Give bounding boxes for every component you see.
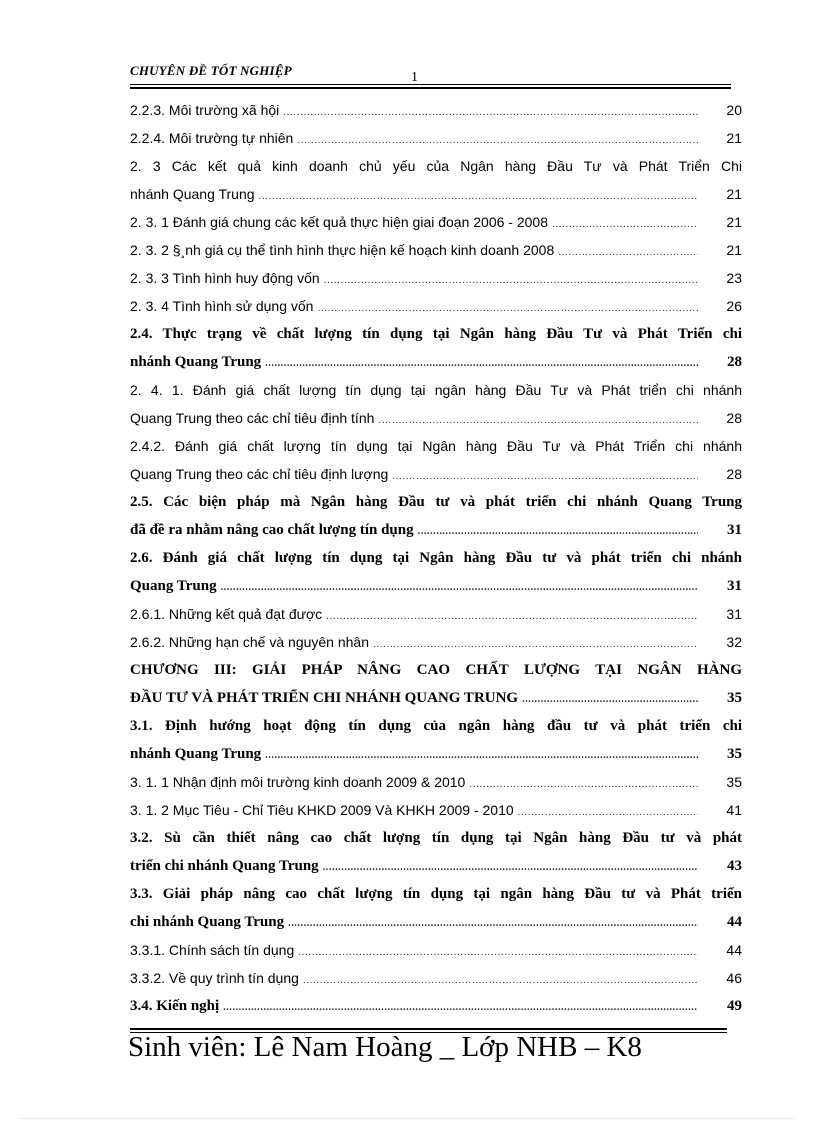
- toc-page-number: 21: [726, 130, 742, 146]
- toc-entry-title: 3.2. Sù cần thiết nâng cao chất lượng tín dụng tại Ngân hàng Đầu tư và phát: [130, 830, 742, 846]
- toc-entry-title: nhánh Quang Trung: [130, 746, 262, 762]
- toc-page-number: 49: [727, 998, 742, 1014]
- toc-page-number: 43: [727, 858, 742, 874]
- toc-page-number: 28: [726, 466, 742, 482]
- toc-entry: [130, 236, 742, 264]
- toc-dot-leader: [283, 99, 698, 124]
- toc-entry: [130, 600, 742, 628]
- toc-entry: [130, 544, 742, 572]
- toc-entry-title: 2.6.2. Những hạn chế và nguyên nhân: [130, 634, 369, 650]
- toc-entry: [130, 96, 742, 124]
- toc-entry-title: 3.1. Định hướng hoạt động tín dụng của ngân hàng đầu tư và phát triển chi: [130, 718, 742, 734]
- toc-entry: [130, 320, 742, 348]
- toc-entry: [130, 656, 742, 684]
- toc-page-number: 32: [726, 634, 742, 650]
- toc-page-number: 35: [727, 690, 742, 706]
- toc-dot-leader: [518, 799, 698, 824]
- toc-page-number: 21: [726, 214, 742, 230]
- toc-entry-title: 2. 4. 1. Đánh giá chất lượng tín dụng tại ngân hàng Đầu Tư và Phát triển chi nhánh: [130, 382, 742, 398]
- toc-page-number: 44: [727, 914, 742, 930]
- toc-entry-title: 2.4.2. Đánh giá chất lượng tín dụng tại Ngân hàng Đầu Tư và Phát Triển chi nhánh: [130, 438, 742, 454]
- toc-dot-leader: [558, 239, 698, 264]
- toc-entry-title: 3.3.1. Chính sách tín dụng: [130, 942, 295, 958]
- toc-dot-leader: [323, 854, 698, 880]
- toc-entry: [130, 292, 742, 320]
- toc-dot-leader: [373, 631, 698, 656]
- toc-dot-leader: [223, 994, 698, 1020]
- toc-page-number: 31: [727, 522, 742, 538]
- page-number: 1: [411, 70, 418, 85]
- toc-entry-title: nhánh Quang Trung: [130, 354, 262, 370]
- toc-page-number: 35: [726, 774, 742, 790]
- footer-student-line: Sinh viên: Lê Nam Hoàng _ Lớp NHB – K8: [128, 1031, 642, 1063]
- toc-dot-leader: [221, 574, 698, 600]
- toc-dot-leader: [418, 518, 698, 544]
- toc-dot-leader: [288, 910, 698, 936]
- toc-entry-title: CHƯƠNG III: GIẢI PHÁP NÂNG CAO CHẤT LƯỢNG TẠI NGÂN HÀNG: [130, 662, 742, 678]
- toc-entry: [130, 964, 742, 992]
- toc-dot-leader: [326, 603, 698, 628]
- toc-dot-leader: [324, 267, 698, 292]
- toc-entry: [130, 908, 742, 936]
- toc-entry-title: 2. 3. 4 Tình hình sử dụng vốn: [130, 298, 314, 314]
- toc-entry: [130, 852, 742, 880]
- toc-entry-title: ĐẦU TƯ VÀ PHÁT TRIỂN CHI NHÁNH QUANG TRUNG: [130, 690, 519, 706]
- toc-entry-title: 2.6.1. Những kết quả đạt được: [130, 606, 323, 622]
- toc-entry-title: 2.2.3. Môi trường xã hội: [130, 102, 280, 118]
- toc-entry-title: 3. 1. 1 Nhận định môi trường kinh doanh 2009 & 2010: [130, 774, 466, 790]
- toc-entry: [130, 628, 742, 656]
- page-bottom-border: [20, 1118, 796, 1119]
- toc-entry-title: 2. 3. 3 Tình hình huy động vốn: [130, 270, 320, 286]
- toc-entry: [130, 824, 742, 852]
- toc-dot-leader: [297, 127, 698, 152]
- header-rule: [130, 84, 731, 85]
- toc-entry: [130, 880, 742, 908]
- toc-page-number: 26: [726, 298, 742, 314]
- toc-entry-title: 2. 3. 1 Đánh giá chung các kết quả thực hiện giai đoạn 2006 - 2008: [130, 214, 549, 230]
- header-rule-thick: [130, 87, 731, 89]
- toc-entry: [130, 208, 742, 236]
- footer-rule-thick: [130, 1028, 727, 1030]
- toc-entry-title: Quang Trung theo các chỉ tiêu định tính: [130, 410, 375, 426]
- toc-entry: [130, 796, 742, 824]
- toc-page-number: 20: [726, 102, 742, 118]
- toc-page-number: 28: [727, 354, 742, 370]
- toc-entry-title: Quang Trung theo các chỉ tiêu định lượng: [130, 466, 389, 482]
- toc-entry: [130, 936, 742, 964]
- toc-entry-title: đã đề ra nhằm nâng cao chất lượng tín dụng: [130, 522, 414, 538]
- toc-page-number: 21: [726, 242, 742, 258]
- toc-entry: [130, 376, 742, 404]
- toc-dot-leader: [259, 183, 698, 208]
- toc-entry: [130, 992, 742, 1020]
- toc-entry-title: 2.2.4. Môi trường tự nhiên: [130, 130, 294, 146]
- toc-entry: [130, 432, 742, 460]
- toc-entry-title: triển chi nhánh Quang Trung: [130, 858, 319, 874]
- toc-entry-title: chi nhánh Quang Trung: [130, 914, 285, 930]
- toc-entry: [130, 684, 742, 712]
- toc-entry: [130, 712, 742, 740]
- toc-dot-leader: [378, 407, 698, 432]
- toc-dot-leader: [317, 295, 698, 320]
- toc-entry-title: 2.4. Thực trạng về chất lượng tín dụng tại Ngân hàng Đầu Tư và Phát Triển chi: [130, 326, 742, 342]
- toc-dot-leader: [522, 686, 698, 712]
- toc-entry: [130, 180, 742, 208]
- toc-entry: [130, 516, 742, 544]
- toc-dot-leader: [552, 211, 698, 236]
- toc-page-number: 28: [726, 410, 742, 426]
- toc-entry: [130, 348, 742, 376]
- toc-entry: [130, 572, 742, 600]
- toc-entry-title: 2. 3. 2 §¸nh giá cụ thể tình hình thực hiện kế hoạch kinh doanh 2008: [130, 242, 555, 258]
- table-of-contents: [130, 96, 742, 1020]
- toc-page-number: 46: [726, 970, 742, 986]
- toc-entry: [130, 488, 742, 516]
- toc-entry-title: 2.6. Đánh giá chất lượng tín dụng tại Ngân hàng Đầu tư và phát triển chi nhánh: [130, 550, 742, 566]
- toc-page-number: 31: [727, 578, 742, 594]
- toc-page-number: 23: [726, 270, 742, 286]
- toc-entry-title: nhánh Quang Trung: [130, 186, 255, 202]
- toc-entry: [130, 460, 742, 488]
- toc-page-number: 31: [726, 606, 742, 622]
- toc-entry-title: 3. 1. 2 Mục Tiêu - Chỉ Tiêu KHKD 2009 Và KHKH 2009 - 2010: [130, 802, 514, 818]
- toc-page-number: 21: [726, 186, 742, 202]
- toc-entry: [130, 124, 742, 152]
- toc-page-number: 41: [726, 802, 742, 818]
- toc-dot-leader: [265, 350, 698, 376]
- toc-entry: [130, 740, 742, 768]
- toc-entry-title: 2. 3 Các kết quả kinh doanh chủ yếu của Ngân hàng Đầu Tư và Phát Triển Chi: [130, 158, 742, 174]
- toc-entry: [130, 264, 742, 292]
- toc-dot-leader: [469, 771, 698, 796]
- toc-page-number: 35: [727, 746, 742, 762]
- toc-dot-leader: [303, 967, 698, 992]
- toc-entry-title: Quang Trung: [130, 578, 217, 594]
- header-title: CHUYÊN ĐỀ TỐT NGHIỆP: [130, 63, 292, 78]
- toc-dot-leader: [298, 939, 698, 964]
- toc-entry: [130, 404, 742, 432]
- toc-entry-title: 2.5. Các biện pháp mà Ngân hàng Đầu tư và phát triển chi nhánh Quang Trung: [130, 494, 742, 510]
- toc-entry-title: 3.4. Kiến nghị: [130, 998, 220, 1014]
- toc-dot-leader: [392, 463, 698, 488]
- toc-entry: [130, 152, 742, 180]
- toc-entry: [130, 768, 742, 796]
- toc-entry-title: 3.3. Giải pháp nâng cao chất lượng tín dụng tại ngân hàng Đầu tư và Phát triển: [130, 886, 742, 902]
- toc-entry-title: 3.3.2. Về quy trình tín dụng: [130, 970, 299, 986]
- toc-page-number: 44: [726, 942, 742, 958]
- toc-dot-leader: [265, 742, 698, 768]
